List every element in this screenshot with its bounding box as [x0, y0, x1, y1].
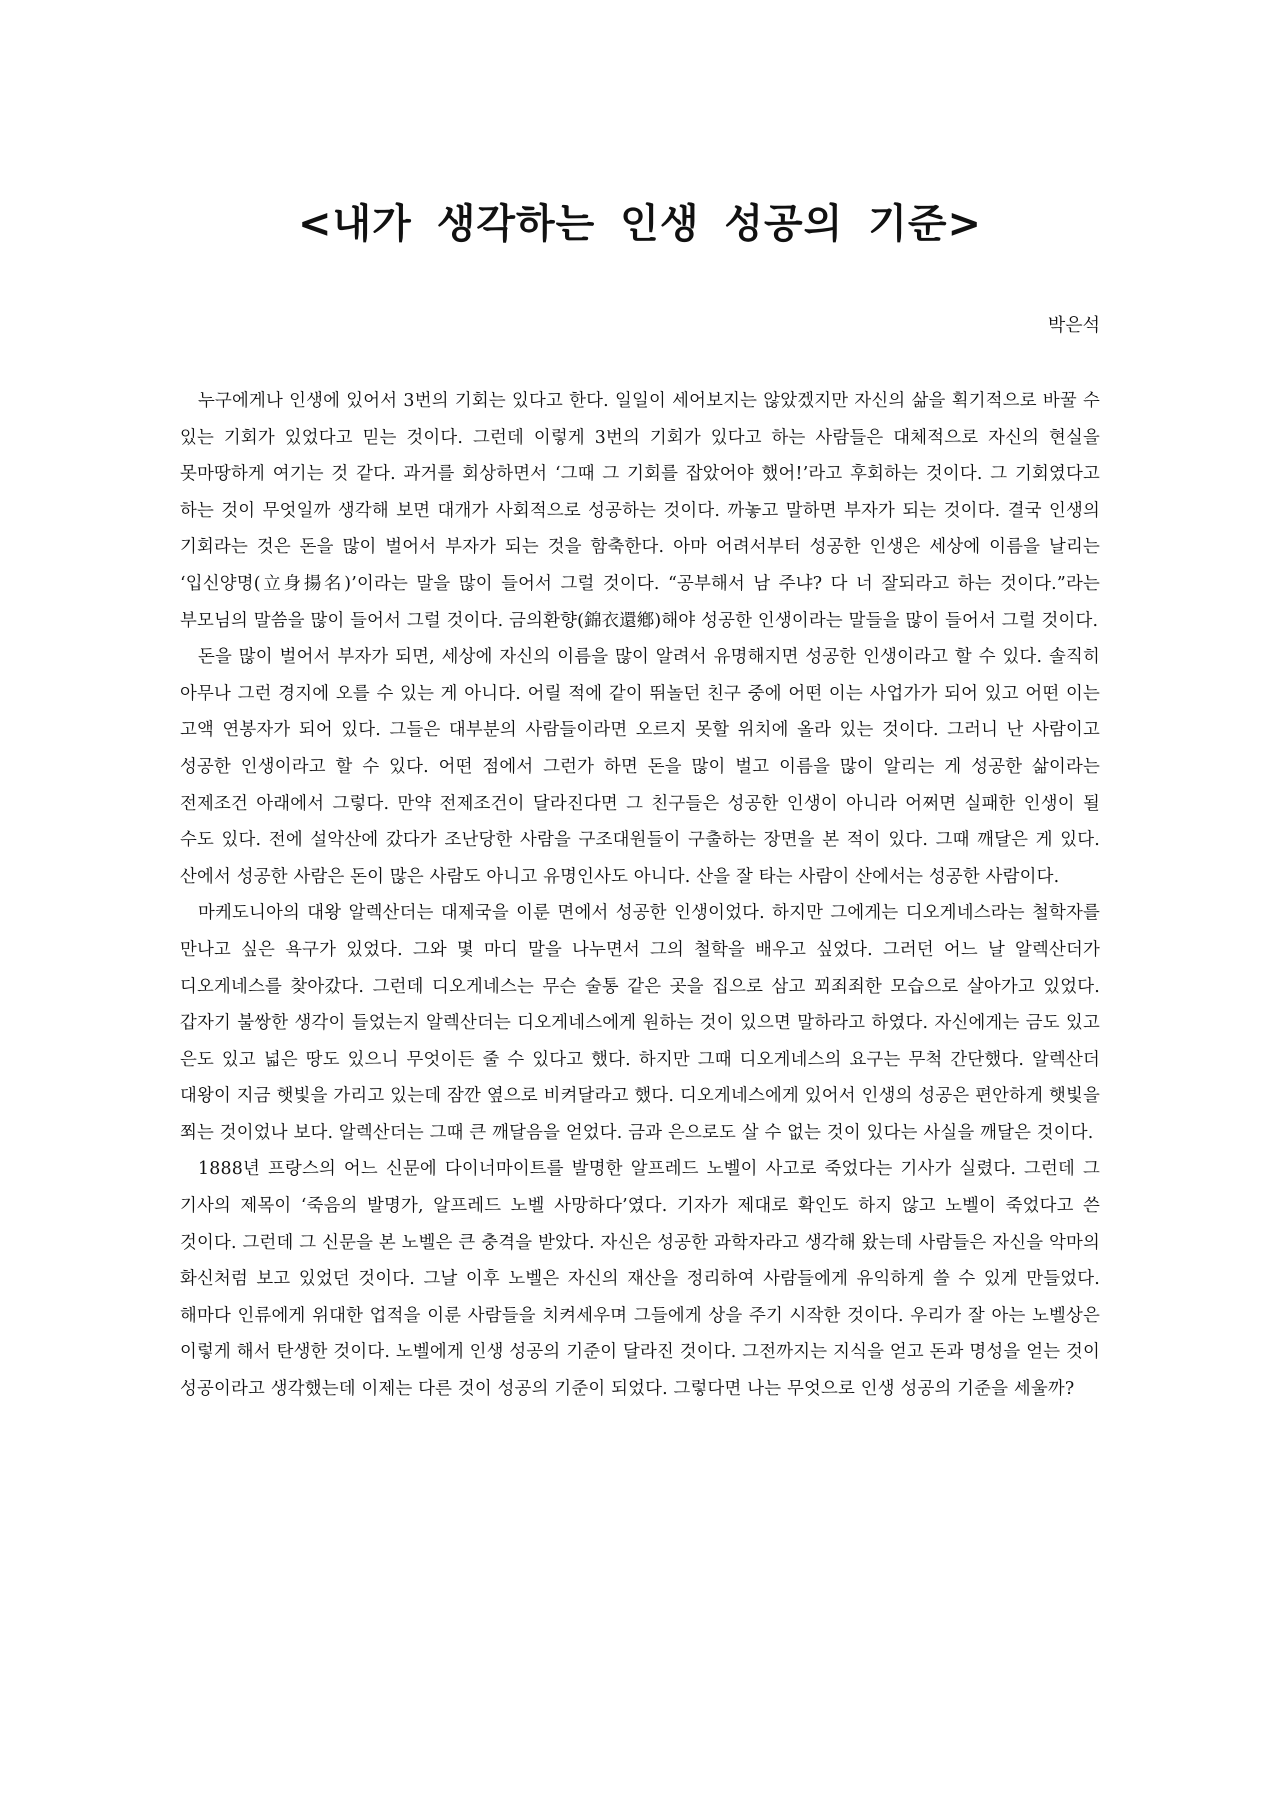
paragraph: 1888년 프랑스의 어느 신문에 다이너마이트를 발명한 알프레드 노벨이 사고로 죽었다는 기사가 실렸다. 그런데 그 기사의 제목이 ‘죽음의 발명가, 알프레드 노벨 사망하다’였다. 기자가 제대로 확인도 하지 않고 노벨이 죽었다고 쓴 것이다. 그런데 그 신문을 본 노벨은 큰 충격을 받았다. 자신은 성공한 과학자라고 생각해 왔는데 사람들은 자신을 악마의 화신처럼 보고 있었던 것이다. 그날 이후 노벨은 자신의 재산을 정리하여 사람들에게 유익하게 쓸 수 있게 만들었다. 해마다 인류에게 위대한 업적을 이룬 사람들을 치켜세우며 그들에게 상을 주기 시작한 것이다. 우리가 잘 아는 노벨상은 이렇게 해서 탄생한 것이다. 노벨에게 인생 성공의 기준이 달라진 것이다. 그전까지는 지식을 얻고 돈과 명성을 얻는 것이 성공이라고 생각했는데 이제는 다른 것이 성공의 기준이 되었다. 그렇다면 나는 무엇으로 인생 성공의 기준을 세울까?: [180, 1159, 1100, 1400]
document-title: <내가 생각하는 인생 성공의 기준>: [297, 201, 983, 247]
author-name: 박은석: [1047, 315, 1100, 336]
document-body: [180, 383, 1100, 1408]
paragraph: 누구에게나 인생에 있어서 3번의 기회는 있다고 한다. 일일이 세어보지는 않았겠지만 자신의 삶을 획기적으로 바꿀 수 있는 기회가 있었다고 믿는 것이다. 그런데 이렇게 3번의 기회가 있다고 하는 사람들은 대체적으로 자신의 현실을 못마땅하게 여기는 것 같다. 과거를 회상하면서 ‘그때 그 기회를 잡았어야 했어!’라고 후회하는 것이다. 그 기회였다고 하는 것이 무엇일까 생각해 보면 대개가 사회적으로 성공하는 것이다. 까놓고 말하면 부자가 되는 것이다. 결국 인생의 기회라는 것은 돈을 많이 벌어서 부자가 되는 것을 함축한다. 아마 어려서부터 성공한 인생은 세상에 이름을 날리는 ‘입신양명(立身揚名)’이라는 말을 많이 들어서 그럴 것이다. “공부해서 남 주냐? 다 너 잘되라고 하는 것이다.”라는 부모님의 말씀을 많이 들어서 그럴 것이다. 금의환향(錦衣還鄕)해야 성공한 인생이라는 말들을 많이 들어서 그럴 것이다.: [180, 391, 1100, 631]
paragraph: 돈을 많이 벌어서 부자가 되면, 세상에 자신의 이름을 많이 알려서 유명해지면 성공한 인생이라고 할 수 있다. 솔직히 아무나 그런 경지에 오를 수 있는 게 아니다. 어릴 적에 같이 뛰놀던 친구 중에 어떤 이는 사업가가 되어 있고 어떤 이는 고액 연봉자가 되어 있다. 그들은 대부분의 사람들이라면 오르지 못할 위치에 올라 있는 것이다. 그러니 난 사람이고 성공한 인생이라고 할 수 있다. 어떤 점에서 그런가 하면 돈을 많이 벌고 이름을 많이 알리는 게 성공한 삶이라는 전제조건 아래에서 그렇다. 만약 전제조건이 달라진다면 그 친구들은 성공한 인생이 아니라 어쩌면 실패한 인생이 될 수도 있다. 전에 설악산에 갔다가 조난당한 사람을 구조대원들이 구출하는 장면을 본 적이 있다. 그때 깨달은 게 있다. 산에서 성공한 사람은 돈이 많은 사람도 아니고 유명인사도 아니다. 산을 잘 타는 사람이 산에서는 성공한 사람이다.: [180, 647, 1100, 887]
paragraph: 마케도니아의 대왕 알렉산더는 대제국을 이룬 면에서 성공한 인생이었다. 하지만 그에게는 디오게네스라는 철학자를 만나고 싶은 욕구가 있었다. 그와 몇 마디 말을 나누면서 그의 철학을 배우고 싶었다. 그러던 어느 날 알렉산더가 디오게네스를 찾아갔다. 그런데 디오게네스는 무슨 술통 같은 곳을 집으로 삼고 꾀죄죄한 모습으로 살아가고 있었다. 갑자기 불쌍한 생각이 들었는지 알렉산더는 디오게네스에게 원하는 것이 있으면 말하라고 하였다. 자신에게는 금도 있고 은도 있고 넓은 땅도 있으니 무엇이든 줄 수 있다고 했다. 하지만 그때 디오게네스의 요구는 무척 간단했다. 알렉산더 대왕이 지금 햇빛을 가리고 있는데 잠깐 옆으로 비켜달라고 했다. 디오게네스에게 있어서 인생의 성공은 편안하게 햇빛을 쬐는 것이었나 보다. 알렉산더는 그때 큰 깨달음을 얻었다. 금과 은으로도 살 수 없는 것이 있다는 사실을 깨달은 것이다.: [180, 903, 1100, 1143]
